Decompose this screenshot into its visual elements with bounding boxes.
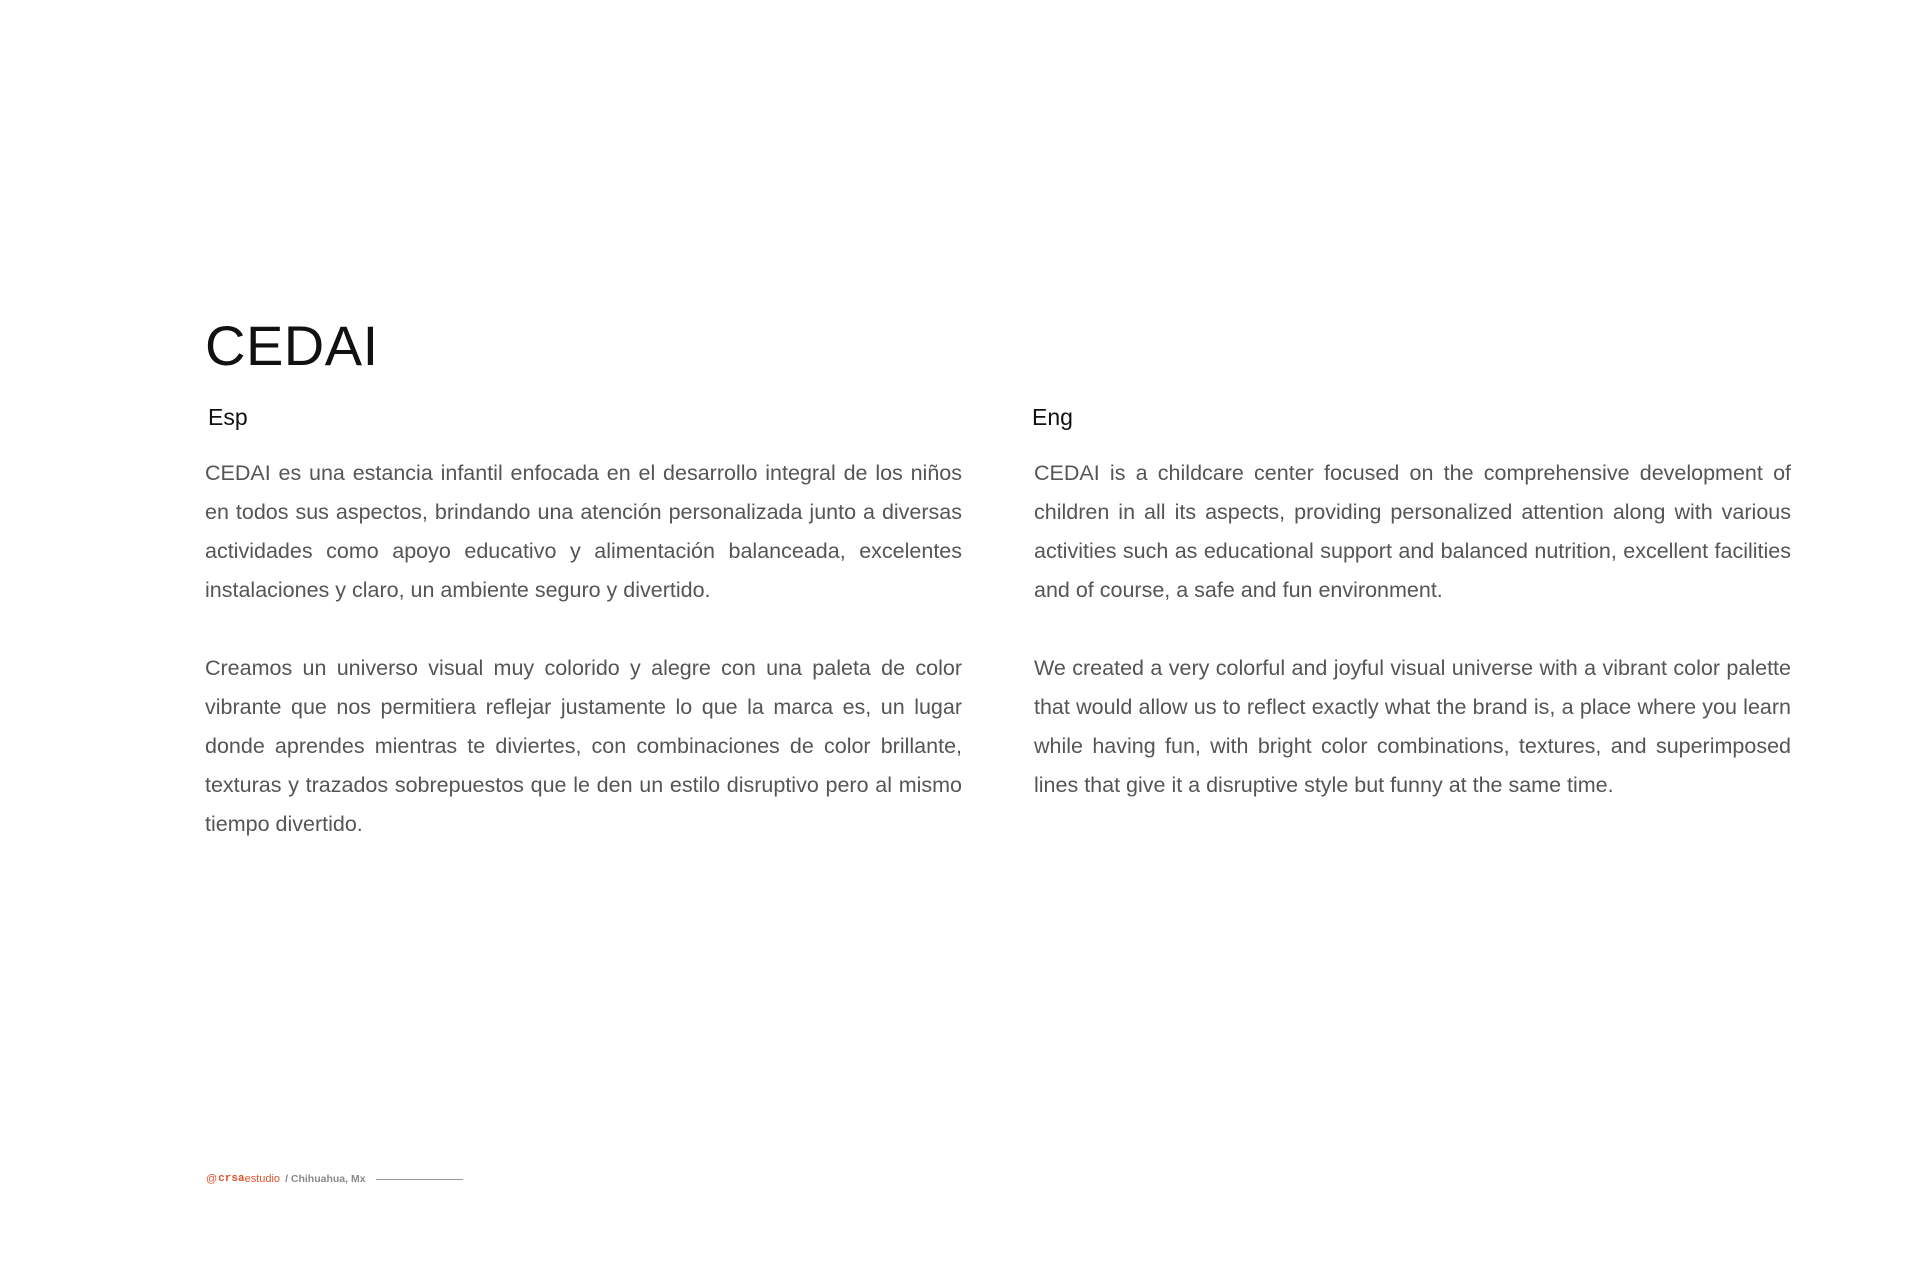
page-title: CEDAI bbox=[205, 314, 379, 377]
brand-logo bbox=[206, 1173, 280, 1185]
english-paragraph-1: CEDAI is a childcare center focused on the comprehensive development of children in all its aspects, providing personalized attention along with various activities such as educational support and balanced nutrition, excellent facilities and of course, a safe and fun environment. bbox=[1034, 461, 1791, 602]
spanish-paragraph-1: CEDAI es una estancia infantil enfocada en el desarrollo integral de los niños en todos sus aspectos, brindando una atención personalizada junto a diversas actividades como apoyo educativo y alimentación balanceada, excelentes instalaciones y claro, un ambiente seguro y divertido. bbox=[205, 461, 962, 602]
footer-divider-line bbox=[376, 1179, 463, 1180]
spanish-label: Esp bbox=[208, 404, 248, 430]
english-paragraph-2: We created a very colorful and joyful visual universe with a vibrant color palette that would allow us to reflect exactly what the brand is, a place where you learn while having fun, with bright color combinations, textures, and superimposed lines that give it a disruptive style but funny at the same time. bbox=[1034, 656, 1791, 797]
brand-name-bold: crsa bbox=[218, 1173, 245, 1185]
english-column bbox=[1034, 400, 1791, 805]
brand-name-light: estudio bbox=[244, 1173, 281, 1185]
at-icon: @ bbox=[206, 1173, 218, 1185]
spanish-column bbox=[205, 400, 962, 844]
english-label: Eng bbox=[1032, 404, 1073, 430]
spanish-paragraph-2: Creamos un universo visual muy colorido y alegre con una paleta de color vibrante que nos permitiera reflejar justamente lo que la marca es, un lugar donde aprendes mientras te diviertes, con combinaciones de color brillante, texturas y trazados sobrepuestos que le den un estilo disruptivo pero al mismo tiempo divertido. bbox=[205, 656, 962, 836]
footer-location: / Chihuahua, Mx bbox=[285, 1173, 366, 1185]
footer bbox=[206, 1171, 463, 1187]
